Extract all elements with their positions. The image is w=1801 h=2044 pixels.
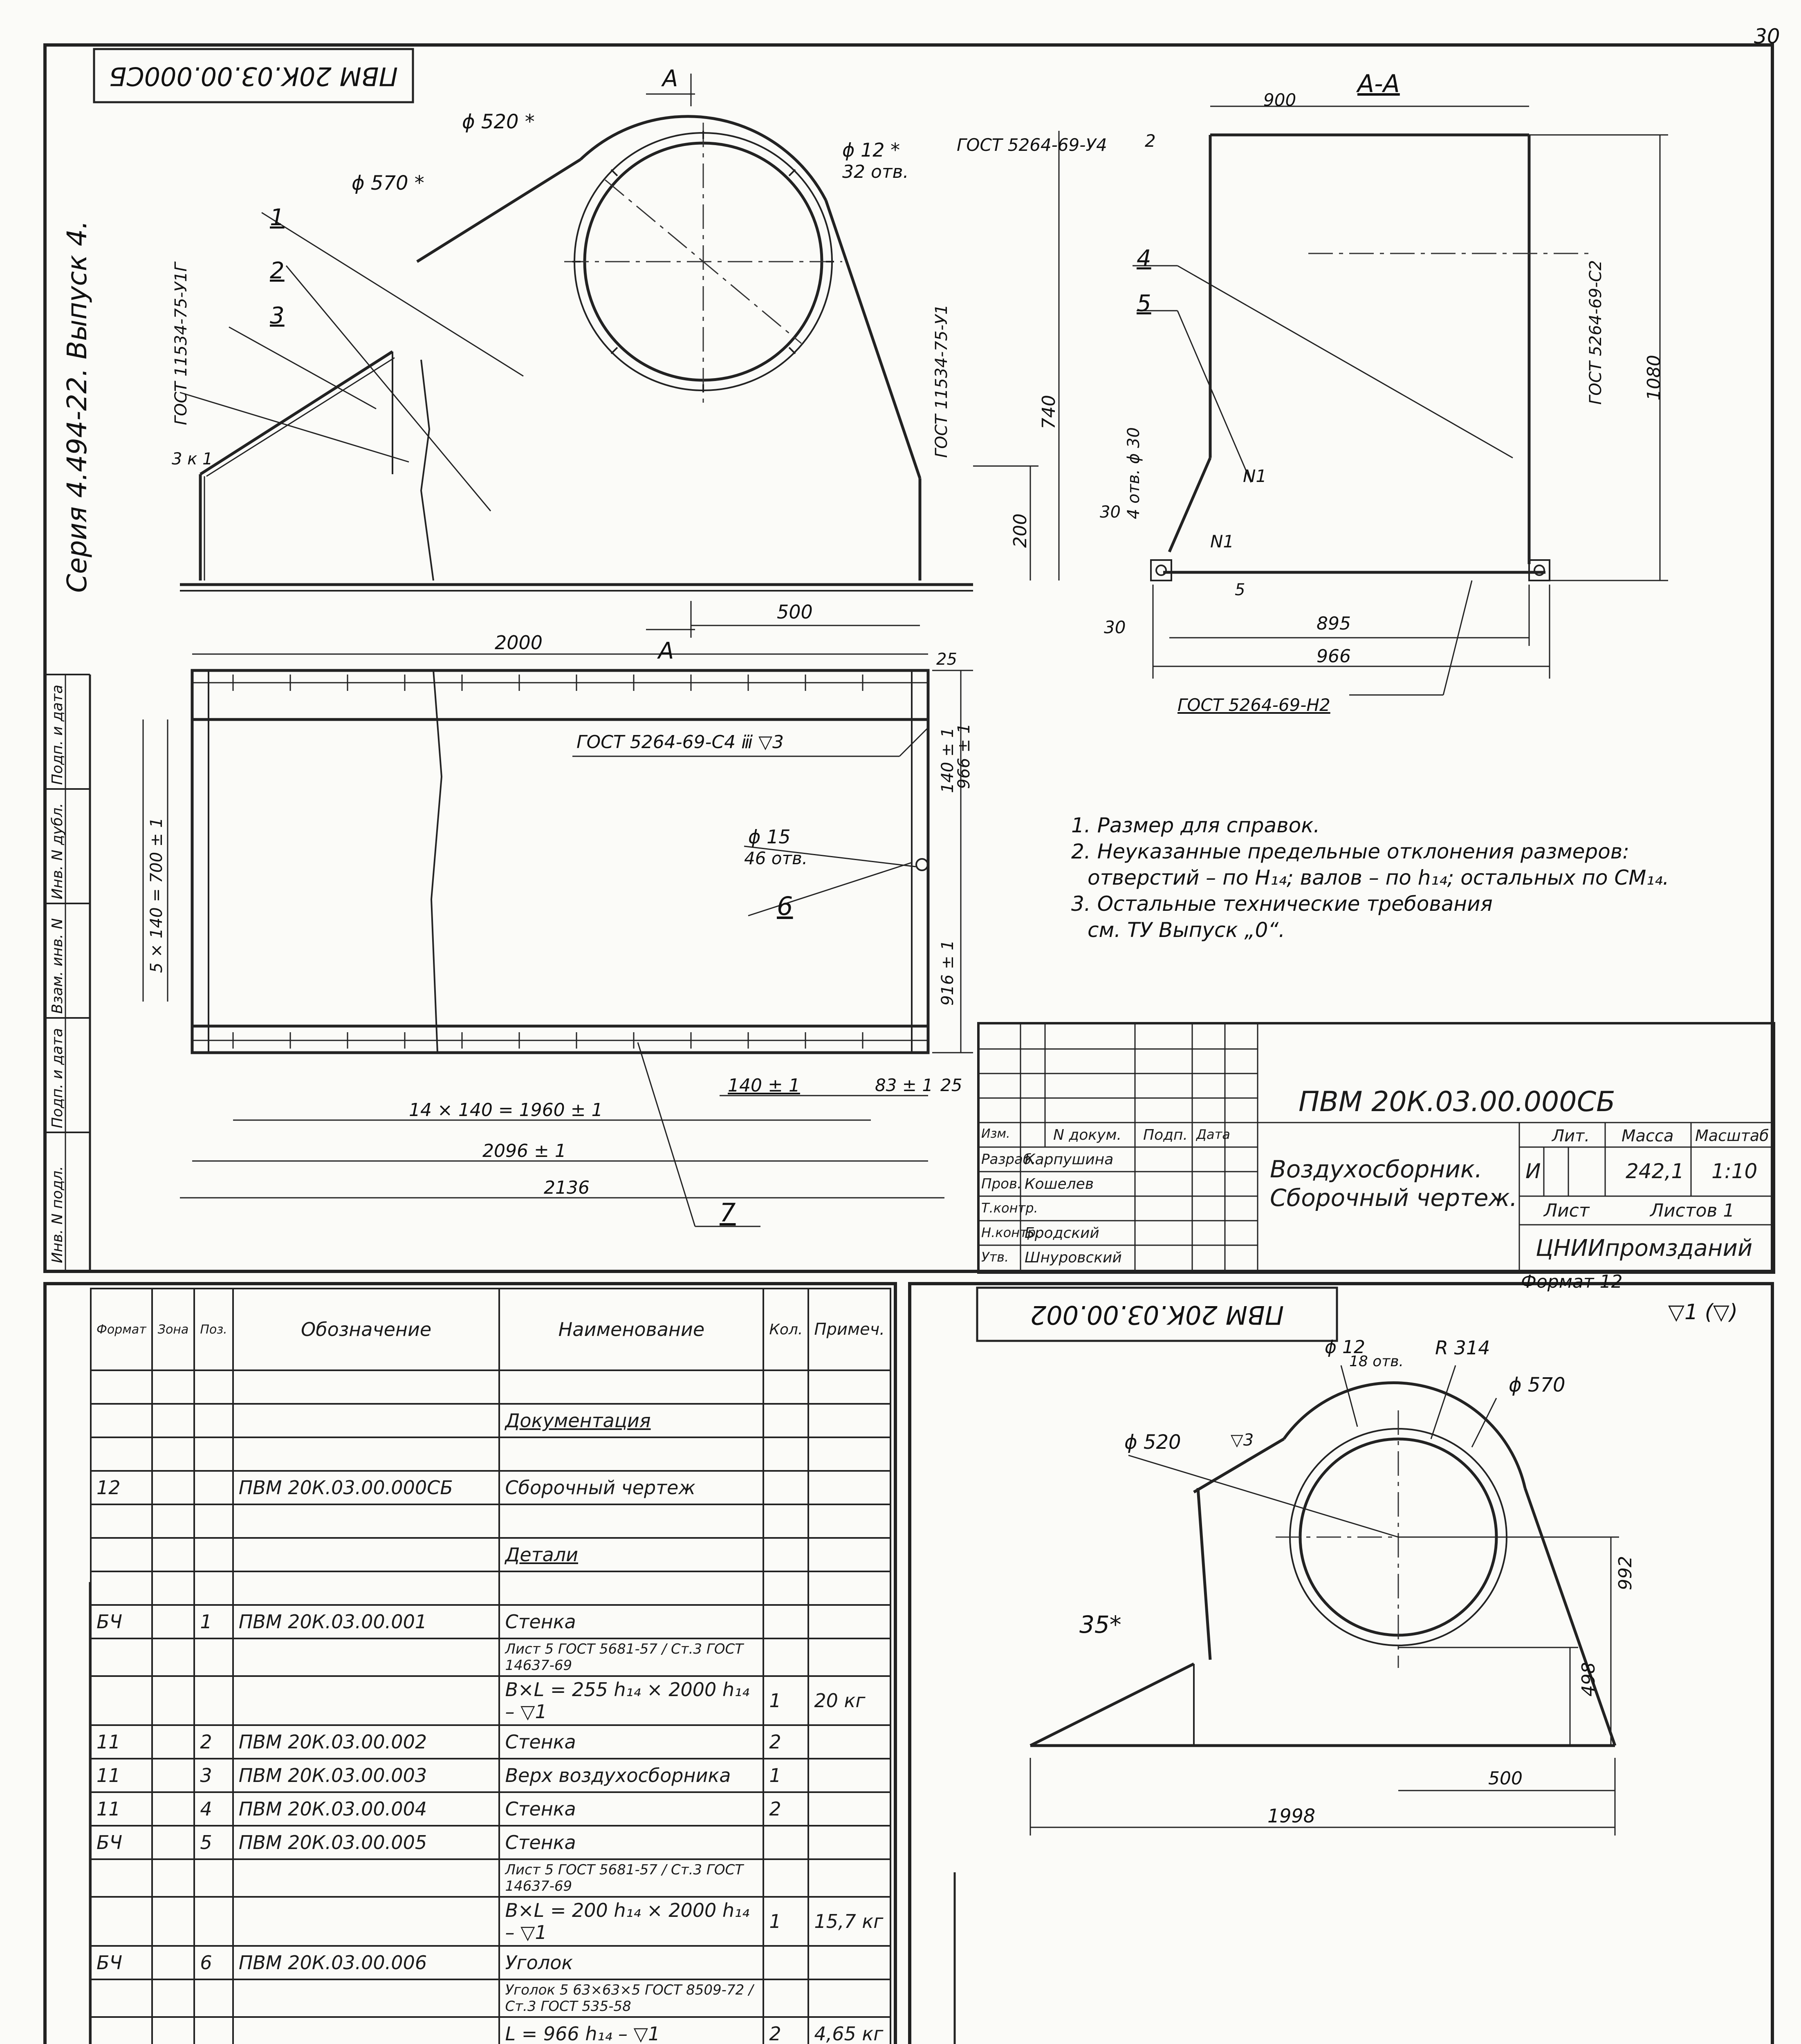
side-label: Подп. и дата xyxy=(49,1028,66,1128)
spec-cell: ПВМ 20К.03.00.004 xyxy=(233,1792,500,1826)
tb1-row-role: Н.контр. xyxy=(981,1225,1040,1240)
dim-w500: 500 xyxy=(777,601,813,623)
spec-row xyxy=(91,1437,890,1471)
spec-cell xyxy=(152,1859,195,1897)
gost-4: ГОСТ 5264-69-С2 xyxy=(1586,260,1605,405)
spec-cell xyxy=(152,1979,195,2017)
tb1-scale-h: Масштаб xyxy=(1695,1127,1769,1145)
spec-cell: 1 xyxy=(763,1676,808,1725)
tb1-org: ЦНИИпромзданий xyxy=(1536,1235,1753,1262)
spec-cell: 11 xyxy=(91,1725,152,1759)
sheet1-format: Формат 12 xyxy=(1521,1271,1623,1292)
dim-d916: 916 ± 1 xyxy=(938,940,957,1006)
note-line: 2. Неуказанные предельные отклонения размеров: xyxy=(1071,840,1630,863)
spec-cell xyxy=(91,1638,152,1676)
spec-cell xyxy=(194,1538,233,1571)
spec-row xyxy=(91,1946,890,1979)
marker-4: 4 xyxy=(1137,245,1151,272)
spec-cell xyxy=(194,1504,233,1538)
spec-cell: 2 xyxy=(763,2017,808,2044)
tb1-name2: Сборочный чертеж. xyxy=(1270,1184,1518,1212)
spec-cell xyxy=(763,1826,808,1859)
section-title: А-А xyxy=(1357,69,1400,98)
dim-d25b: 25 xyxy=(940,1075,962,1095)
spec-cell: 4 xyxy=(194,1792,233,1826)
tb1-row-person: Шнуровский xyxy=(1025,1249,1122,1266)
dim-w895: 895 xyxy=(1317,613,1351,634)
spec-cell xyxy=(808,1979,890,2017)
dim-d83: 83 ± 1 xyxy=(875,1075,933,1095)
spec-row xyxy=(91,1605,890,1638)
sheet1-title-block xyxy=(977,1022,1775,1274)
dim-h200: 200 xyxy=(1010,513,1031,548)
dim-len2096: 2096 ± 1 xyxy=(482,1141,566,1161)
spec-cell xyxy=(233,1897,500,1946)
spec-cell xyxy=(808,1571,890,1605)
dim-holes4: 4 отв. ϕ 30 xyxy=(1124,427,1143,519)
s3-dim-h498: 498 xyxy=(1578,1662,1599,1697)
tb1-lit-h: Лит. xyxy=(1552,1127,1590,1145)
spec-cell xyxy=(233,1437,500,1471)
spec-cell: 2 xyxy=(194,1725,233,1759)
dim-w30a: 30 xyxy=(1100,503,1121,522)
spec-row xyxy=(91,1897,890,1946)
spec-cell xyxy=(194,1859,233,1897)
spec-cell: 2 xyxy=(763,1725,808,1759)
spec-cell xyxy=(808,1538,890,1571)
spec-row xyxy=(91,1826,890,1859)
spec-cell: 5 xyxy=(194,1826,233,1859)
spec-cell xyxy=(152,1605,195,1638)
tb1-row-person: Кошелев xyxy=(1025,1176,1094,1192)
spec-cell: Стенка xyxy=(499,1725,763,1759)
spec-cell xyxy=(763,1471,808,1504)
note-line: см. ТУ Выпуск „0“. xyxy=(1088,918,1285,942)
tb1-row-role: Разраб. xyxy=(981,1151,1036,1168)
spec-header: Примеч. xyxy=(808,1289,890,1370)
spec-cell xyxy=(808,1404,890,1437)
tb1-row-person: Бродский xyxy=(1025,1225,1099,1242)
note-line: отверстий – по H₁₄; валов – по h₁₄; остальных по СМ₁₄. xyxy=(1088,866,1669,890)
dim-holes32: 32 отв. xyxy=(842,161,909,182)
spec-cell: 11 xyxy=(91,1792,152,1826)
dim-w5: 5 xyxy=(1235,580,1245,599)
spec-cell: ПВМ 20К.03.00.005 xyxy=(233,1826,500,1859)
s3-dim-holes18: 18 отв. xyxy=(1349,1353,1404,1370)
sheet1-notes xyxy=(1071,814,1669,942)
spec-cell: 4,65 кг xyxy=(808,2017,890,2044)
dim-pitch-left: 5 × 140 = 700 ± 1 xyxy=(147,817,166,973)
spec-cell xyxy=(233,1404,500,1437)
s3-dim-d570: ϕ 570 xyxy=(1509,1374,1566,1396)
tb1-row-role: Утв. xyxy=(981,1249,1009,1265)
spec-cell: ПВМ 20К.03.00.003 xyxy=(233,1759,500,1792)
spec-cell xyxy=(763,1404,808,1437)
gost-6: ГОСТ 5264-69-Н2 xyxy=(1177,695,1330,715)
spec-cell xyxy=(91,1370,152,1404)
spec-cell xyxy=(91,1437,152,1471)
spec-cell: 6 xyxy=(194,1946,233,1979)
spec-cell: Детали xyxy=(499,1538,763,1571)
spec-cell xyxy=(152,1471,195,1504)
marker-6: 6 xyxy=(777,891,793,921)
spec-cell xyxy=(763,1437,808,1471)
section-mark-a-top: А xyxy=(662,65,678,92)
s3-dim-d520: ϕ 520 xyxy=(1124,1431,1181,1454)
dim-d520: ϕ 520 * xyxy=(462,110,535,133)
spec-cell xyxy=(233,1504,500,1538)
tb1-role: Изм. xyxy=(981,1127,1010,1141)
spec-cell: Верх воздухосборника xyxy=(499,1759,763,1792)
spec-cell xyxy=(91,1571,152,1605)
s3-dim-rough3: ▽3 xyxy=(1231,1431,1254,1450)
spec-cell xyxy=(194,1676,233,1725)
spec-header: Наименование xyxy=(499,1289,763,1370)
spec-cell xyxy=(152,1897,195,1946)
s3-dim-w500: 500 xyxy=(1488,1768,1523,1789)
spec-cell xyxy=(808,1759,890,1792)
s3-dim-angle: 35* xyxy=(1079,1611,1121,1638)
dim-w900: 900 xyxy=(1263,90,1296,110)
spec-row xyxy=(91,1638,890,1676)
spec-cell xyxy=(152,1437,195,1471)
spec-cell xyxy=(233,1538,500,1571)
spec-row xyxy=(91,1471,890,1504)
tb1-row-person: Карпушина xyxy=(1025,1151,1114,1168)
spec-cell xyxy=(91,1859,152,1897)
spec-header: Обозначение xyxy=(233,1289,500,1370)
spec-cell xyxy=(808,1638,890,1676)
spec-cell xyxy=(499,1370,763,1404)
series-label: Серия 4.494-22. Выпуск 4. xyxy=(61,220,93,593)
spec-cell xyxy=(91,1538,152,1571)
tb1-sheets: Листов 1 xyxy=(1650,1200,1735,1221)
marker-5: 5 xyxy=(1137,290,1151,317)
spec-cell xyxy=(91,1979,152,2017)
tb1-role: N докум. xyxy=(1053,1127,1121,1143)
spec-cell xyxy=(91,1404,152,1437)
spec-cell: B×L = 255 h₁₄ × 2000 h₁₄ – ▽1 xyxy=(499,1676,763,1725)
dim-w2000: 2000 xyxy=(495,632,543,654)
gost-5: ГОСТ 5264-69-С4 ⅲ ▽3 xyxy=(576,732,784,753)
spec-cell xyxy=(152,1792,195,1826)
marker-1: 1 xyxy=(270,204,285,231)
dim-d966b: 966 ± 1 xyxy=(955,723,973,789)
spec-cell xyxy=(763,1859,808,1897)
spec-cell xyxy=(152,1638,195,1676)
spec-cell xyxy=(152,1759,195,1792)
sheet3-roughness: ▽1 (▽) xyxy=(1668,1300,1738,1325)
spec-cell: 1 xyxy=(763,1759,808,1792)
gost-2: ГОСТ 11534-75-У1 xyxy=(932,304,951,458)
marker-num2: 2 xyxy=(1145,131,1156,151)
weld-k1: 3 к 1 xyxy=(172,450,213,468)
spec-row xyxy=(91,1792,890,1826)
tb1-name: Воздухосборник. xyxy=(1270,1155,1483,1183)
spec-cell xyxy=(233,1979,500,2017)
spec-cell: ПВМ 20К.03.00.000СБ xyxy=(233,1471,500,1504)
spec-cell xyxy=(91,1676,152,1725)
spec-cell: Уголок xyxy=(499,1946,763,1979)
spec-cell xyxy=(233,1571,500,1605)
spec-cell: B×L = 200 h₁₄ × 2000 h₁₄ – ▽1 xyxy=(499,1897,763,1946)
spec-cell xyxy=(808,1946,890,1979)
note-line: 1. Размер для справок. xyxy=(1071,814,1320,837)
spec-cell: 1 xyxy=(194,1605,233,1638)
side-label: Взам. инв. N xyxy=(49,918,66,1014)
spec-row xyxy=(91,2017,890,2044)
sheet3-top-stamp: ПВМ 20К.03.00.002 xyxy=(1030,1300,1284,1330)
spec-header: Кол. xyxy=(763,1289,808,1370)
spec-row xyxy=(91,1725,890,1759)
spec-row xyxy=(91,1370,890,1404)
spec-cell xyxy=(194,1638,233,1676)
marker-2: 2 xyxy=(270,258,285,284)
dim-d25a: 25 xyxy=(936,650,957,669)
note-line: 3. Остальные технические требования xyxy=(1071,892,1493,916)
tb1-role: Дата xyxy=(1196,1127,1230,1142)
spec-cell: Сборочный чертеж xyxy=(499,1471,763,1504)
spec-cell: Лист 5 ГОСТ 5681-57 / Ст.3 ГОСТ 14637-69 xyxy=(499,1859,763,1897)
dim-len2136: 2136 xyxy=(544,1177,590,1198)
spec-cell xyxy=(194,1437,233,1471)
section-mark-a-bottom: А xyxy=(658,638,674,664)
gost-1: ГОСТ 11534-75-У1Г xyxy=(172,262,191,425)
spec-cell: БЧ xyxy=(91,1826,152,1859)
dim-holes46: 46 отв. xyxy=(744,848,808,868)
spec-cell: ПВМ 20К.03.00.002 xyxy=(233,1725,500,1759)
spec-cell: Стенка xyxy=(499,1792,763,1826)
spec-cell: 1 xyxy=(763,1897,808,1946)
dim-h1080: 1080 xyxy=(1644,355,1664,401)
spec-header: Поз. xyxy=(194,1289,233,1370)
spec-cell xyxy=(808,1792,890,1826)
spec-cell xyxy=(499,1437,763,1471)
spec-cell xyxy=(152,1538,195,1571)
dim-d15: ϕ 15 xyxy=(748,826,791,848)
spec-cell xyxy=(808,1504,890,1538)
spec-cell: БЧ xyxy=(91,1605,152,1638)
s3-dim-d12: ϕ 12 xyxy=(1325,1337,1365,1358)
spec-cell: БЧ xyxy=(91,1946,152,1979)
spec-cell: Лист 5 ГОСТ 5681-57 / Ст.3 ГОСТ 14637-69 xyxy=(499,1638,763,1676)
side-label: Подп. и дата xyxy=(49,684,66,785)
s3-dim-w1998: 1998 xyxy=(1267,1805,1316,1827)
spec-cell xyxy=(499,1504,763,1538)
spec-cell xyxy=(233,2017,500,2044)
tb1-row-role: Т.контр. xyxy=(981,1200,1038,1216)
spec-cell xyxy=(91,1504,152,1538)
spec-cell xyxy=(152,1404,195,1437)
top-left-stamp: ПВМ 20К.03.00.000СБ xyxy=(109,61,398,91)
spec-row xyxy=(91,1676,890,1725)
spec-cell xyxy=(763,1946,808,1979)
spec-cell xyxy=(808,1370,890,1404)
tb1-row-role: Пров. xyxy=(981,1176,1022,1192)
spec-cell xyxy=(233,1676,500,1725)
spec-row xyxy=(91,1979,890,2017)
dim-w30b: 30 xyxy=(1104,617,1126,637)
marker-n1b: N1 xyxy=(1210,531,1234,551)
spec-cell xyxy=(194,1571,233,1605)
spec-cell xyxy=(499,1571,763,1605)
dim-pitch-bottom: 14 × 140 = 1960 ± 1 xyxy=(409,1100,603,1121)
spec-cell: 15,7 кг xyxy=(808,1897,890,1946)
spec-cell: ПВМ 20К.03.00.001 xyxy=(233,1605,500,1638)
s3-dim-h992: 992 xyxy=(1615,1556,1636,1590)
dim-d140: 140 ± 1 xyxy=(728,1075,800,1096)
spec-cell xyxy=(763,1538,808,1571)
tb1-mass-h: Масса xyxy=(1622,1127,1674,1145)
tb1-mass: 242,1 xyxy=(1626,1159,1684,1183)
spec-cell xyxy=(194,1471,233,1504)
spec-cell xyxy=(152,2017,195,2044)
spec-cell xyxy=(194,1897,233,1946)
spec-cell xyxy=(808,1859,890,1897)
spec-cell xyxy=(808,1826,890,1859)
spec-cell xyxy=(763,1638,808,1676)
spec-cell xyxy=(152,1370,195,1404)
spec-cell: 12 xyxy=(91,1471,152,1504)
spec-cell xyxy=(152,1946,195,1979)
spec-cell: 3 xyxy=(194,1759,233,1792)
spec-cell xyxy=(194,1404,233,1437)
dim-d12: ϕ 12 * xyxy=(842,139,900,161)
spec-cell: Стенка xyxy=(499,1826,763,1859)
spec-cell: Документация xyxy=(499,1404,763,1437)
spec-header: Формат xyxy=(91,1289,152,1370)
spec-row xyxy=(91,1404,890,1437)
dim-d140b: 140 ± 1 xyxy=(938,727,957,793)
spec-cell xyxy=(233,1859,500,1897)
s3-dim-r314: R 314 xyxy=(1435,1337,1490,1359)
spec-cell: L = 966 h₁₄ – ▽1 xyxy=(499,2017,763,2044)
spec-cell xyxy=(763,1370,808,1404)
tb1-scale: 1:10 xyxy=(1711,1159,1758,1183)
spec-row xyxy=(91,1504,890,1538)
spec-cell xyxy=(152,1725,195,1759)
spec-cell: Уголок 5 63×63×5 ГОСТ 8509-72 / Ст.3 ГОСТ 535-58 xyxy=(499,1979,763,2017)
spec-cell xyxy=(233,1638,500,1676)
spec-cell xyxy=(91,1897,152,1946)
spec-cell xyxy=(808,1725,890,1759)
spec-cell xyxy=(152,1826,195,1859)
spec-row xyxy=(91,1571,890,1605)
spec-cell: 2 xyxy=(763,1792,808,1826)
spec-cell xyxy=(808,1605,890,1638)
spec-cell xyxy=(152,1571,195,1605)
spec-cell xyxy=(194,1370,233,1404)
page-number: 30 xyxy=(1754,25,1780,48)
tb1-code: ПВМ 20К.03.00.000СБ xyxy=(1299,1086,1615,1118)
tb1-sheet: Лист xyxy=(1544,1200,1590,1221)
spec-cell xyxy=(91,2017,152,2044)
marker-n1a: N1 xyxy=(1243,466,1267,486)
spec-cell: 11 xyxy=(91,1759,152,1792)
marker-7: 7 xyxy=(720,1198,736,1228)
spec-cell xyxy=(194,1979,233,2017)
spec-cell: 20 кг xyxy=(808,1676,890,1725)
gost-3: ГОСТ 5264-69-У4 xyxy=(957,135,1107,155)
dim-d570: ϕ 570 * xyxy=(352,172,424,195)
spec-table xyxy=(90,1288,891,2044)
spec-header: Зона xyxy=(152,1289,195,1370)
side-label: Инв. N дубл. xyxy=(49,803,66,899)
dim-w966: 966 xyxy=(1317,646,1351,667)
spec-row xyxy=(91,1859,890,1897)
dim-h740: 740 xyxy=(1038,395,1059,429)
spec-cell xyxy=(808,1471,890,1504)
spec-cell xyxy=(152,1504,195,1538)
spec-row xyxy=(91,1759,890,1792)
spec-cell: ПВМ 20К.03.00.006 xyxy=(233,1946,500,1979)
side-label: Инв. N подл. xyxy=(49,1166,66,1263)
tb1-role: Подп. xyxy=(1143,1127,1188,1143)
spec-cell xyxy=(763,1605,808,1638)
spec-cell xyxy=(233,1370,500,1404)
spec-cell xyxy=(763,1979,808,2017)
spec-cell xyxy=(194,2017,233,2044)
spec-cell xyxy=(152,1676,195,1725)
spec-row xyxy=(91,1538,890,1571)
spec-cell: Стенка xyxy=(499,1605,763,1638)
spec-cell xyxy=(763,1504,808,1538)
tb1-lit: И xyxy=(1525,1159,1541,1183)
marker-3: 3 xyxy=(270,303,285,329)
spec-cell xyxy=(763,1571,808,1605)
spec-cell xyxy=(808,1437,890,1471)
